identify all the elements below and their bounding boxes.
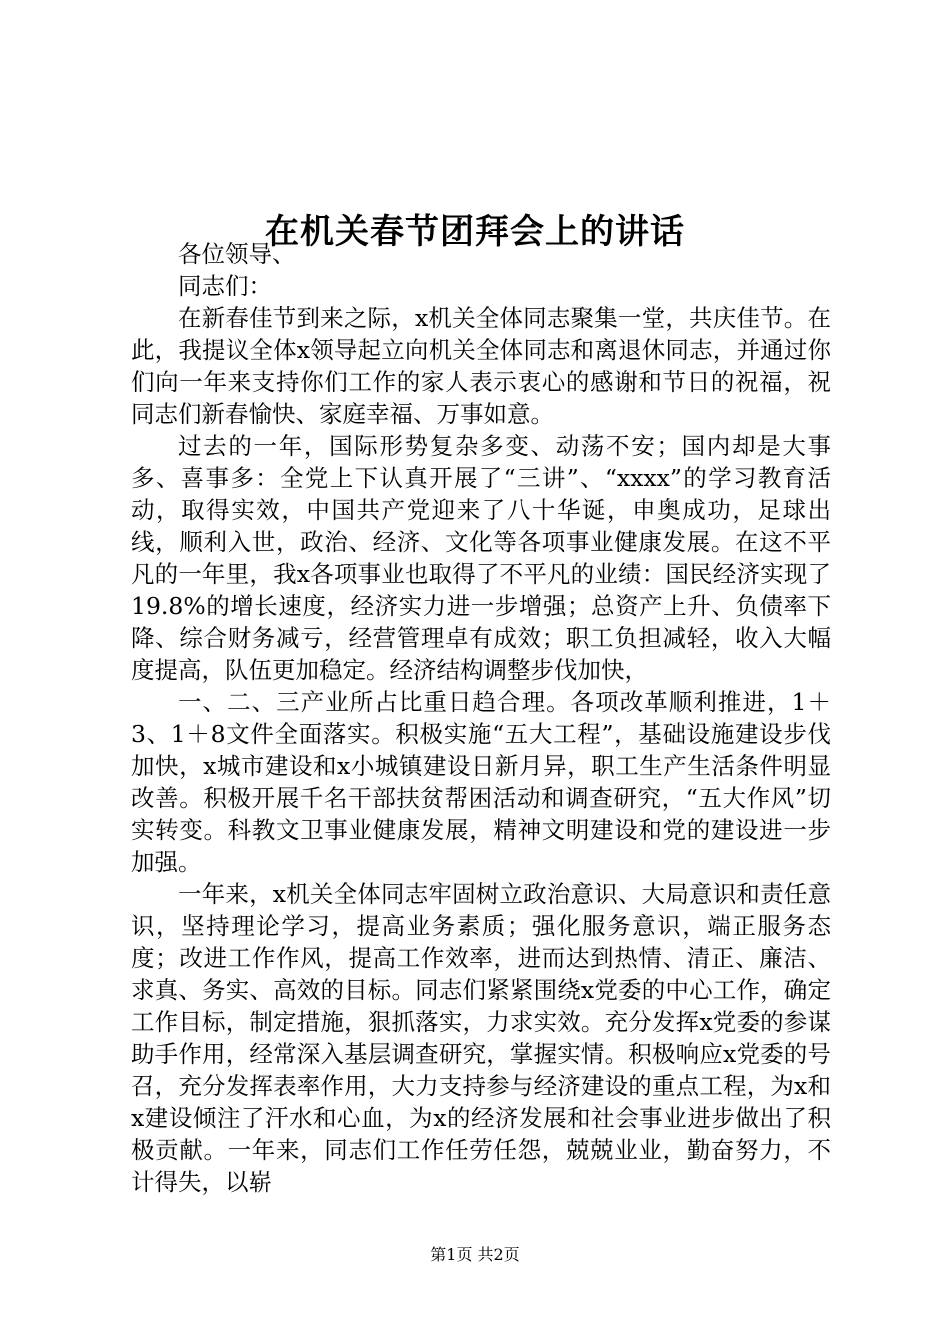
document-body <box>131 238 831 1198</box>
salutation-comrades: 同志们： <box>178 272 272 300</box>
document-title: 在机关春节团拜会上的讲话 <box>265 211 685 252</box>
salutation-leaders: 各位领导、 <box>178 240 296 268</box>
paragraph-greeting: 在新春佳节到来之际，x机关全体同志聚集一堂，共庆佳节。在此，我提议全体x领导起立向机关全体同志和离退休同志，并通过你们向一年来支持你们工作的家人表示衷心的感谢和节日的祝福，祝同志们新春愉快、家庭幸福、万事如意。 <box>131 304 831 428</box>
paragraph-industries-reform: 一、二、三产业所占比重日趋合理。各项改革顺利推进，1＋3、1＋8文件全面落实。积极实施“五大工程”，基础设施建设步伐加快，x城市建设和x小城镇建设日新月异，职工生产生活条件明显改善。积极开展千名干部扶贫帮困活动和调查研究，“五大作风”切实转变。科教文卫事业健康发展，精神文明建设和党的建设进一步加强。 <box>131 688 831 876</box>
page-footer: 第1页 共2页 <box>430 1245 520 1264</box>
paragraph-organ-achievements: 一年来，x机关全体同志牢固树立政治意识、大局意识和责任意识，坚持理论学习，提高业务素质；强化服务意识，端正服务态度；改进工作作风，提高工作效率，进而达到热情、清正、廉洁、求真、务实、高效的目标。同志们紧紧围绕x党委的中心工作，确定工作目标，制定措施，狠抓落实，力求实效。充分发挥x党委的参谋助手作用，经常深入基层调查研究，掌握实情。积极响应x党委的号召，充分发挥表率作用，大力支持参与经济建设的重点工程，为x和x建设倾注了汗水和心血，为x的经济发展和社会事业进步做出了积极贡献。一年来，同志们工作任劳任怨，兢兢业业，勤奋努力，不计得失，以崭 <box>131 880 831 1196</box>
paragraph-past-year: 过去的一年，国际形势复杂多变、动荡不安；国内却是大事多、喜事多：全党上下认真开展了“三讲”、“xxxx”的学习教育活动，取得实效，中国共产党迎来了八十华诞，申奥成功，足球出线，顺利入世，政治、经济、文化等各项事业健康发展。在这不平凡的一年里，我x各项事业也取得了不平凡的业绩：国民经济实现了19.8%的增长速度，经济实力进一步增强；总资产上升、负债率下降、综合财务减亏，经营管理卓有成效；职工负担减轻，收入大幅度提高，队伍更加稳定。经济结构调整步伐加快， <box>131 432 831 684</box>
